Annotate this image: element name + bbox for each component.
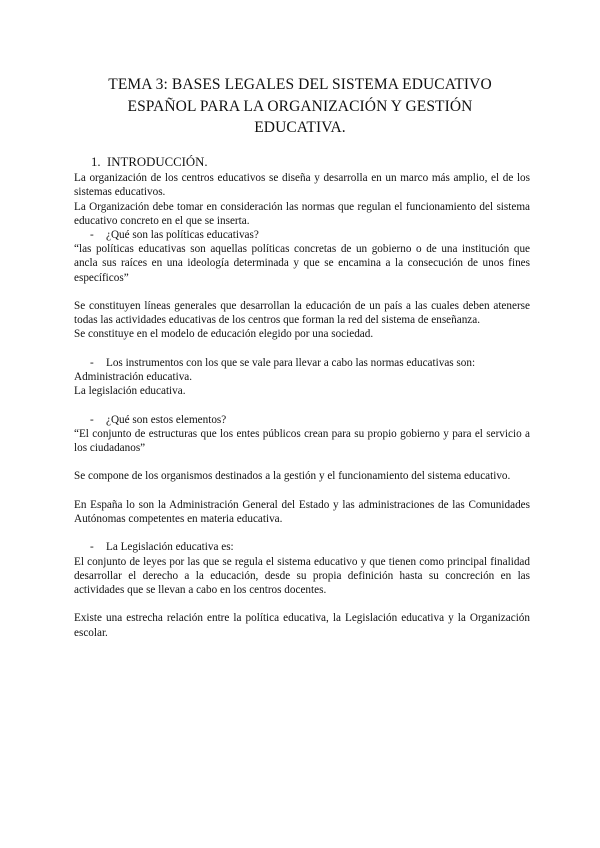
paragraph-9: El conjunto de leyes por las que se regula el sistema educativo y que tienen como principal finalidad desarrollar el derecho a la educación, desde su propia definición hasta su concreción en las actividades que se llevan a cabo en los centros docentes. [74,555,530,596]
paragraph-1: La organización de los centros educativos se diseña y desarrolla en un marco más amplio, el de los sistemas educativos. [74,172,530,199]
paragraph-2: La Organización debe tomar en consideración las normas que regulan el funcionamiento del sistema educativo concreto en el que se inserta. [74,200,530,227]
title-line-1: TEMA 3: BASES LEGALES DEL SISTEMA EDUCATIVO [108,76,492,93]
bullet-dash: - [90,541,94,554]
paragraph-6: La legislación educativa. [74,385,186,398]
paragraph-7: Se compone de los organismos destinados a la gestión y el funcionamiento del sistema educativo. [74,470,511,483]
section-heading [91,155,530,169]
paragraph-5: Administración educativa. [74,371,193,384]
bullet-item-1 [74,228,530,242]
paragraph-8: En España lo son la Administración General del Estado y las administraciones de las Comunidades Autónomas competentes en materia educativa. [74,498,530,525]
title-line-2: ESPAÑOL PARA LA ORGANIZACIÓN Y GESTIÓN [127,97,473,115]
bullet-item-3 [74,413,530,427]
quote-2: “El conjunto de estructuras que los entes públicos crean para su propio gobierno y para el servicio a los ciudadanos” [74,427,530,455]
paragraph-10: Existe una estrecha relación entre la política educativa, la Legislación educativa y la Organización escolar. [74,612,530,639]
bullet-text: ¿Qué son las políticas educativas? [106,229,259,242]
quote-1: “las políticas educativas son aquellas políticas concretas de un gobierno o de una institución que ancla sus raíces en una ideología determinada y que se encamina a la consecución de unos fines específicos” [74,243,530,284]
bullet-item-2 [74,356,530,370]
bullet-dash: - [90,229,94,242]
bullet-item-4 [74,540,530,554]
bullet-text: La Legislación educativa es: [106,541,234,554]
document-title [100,74,500,139]
bullet-text: ¿Qué son estos elementos? [106,413,227,426]
paragraph-4: Se constituye en el modelo de educación elegido por una sociedad. [74,328,374,341]
bullet-dash: - [90,356,94,369]
paragraph-3: Se constituyen líneas generales que desarrollan la educación de un país a las cuales deben atenerse todas las actividades educativas de los centros que forman la red del sistema de enseñanza. [74,300,530,327]
bullet-dash: - [90,413,94,426]
document-body [74,155,530,640]
bullet-text: Los instrumentos con los que se vale para llevar a cabo las normas educativas son: [106,356,476,369]
section-number: 1. [91,155,101,169]
title-line-3: EDUCATIVA. [254,119,346,136]
section-title: INTRODUCCIÓN. [107,155,208,169]
